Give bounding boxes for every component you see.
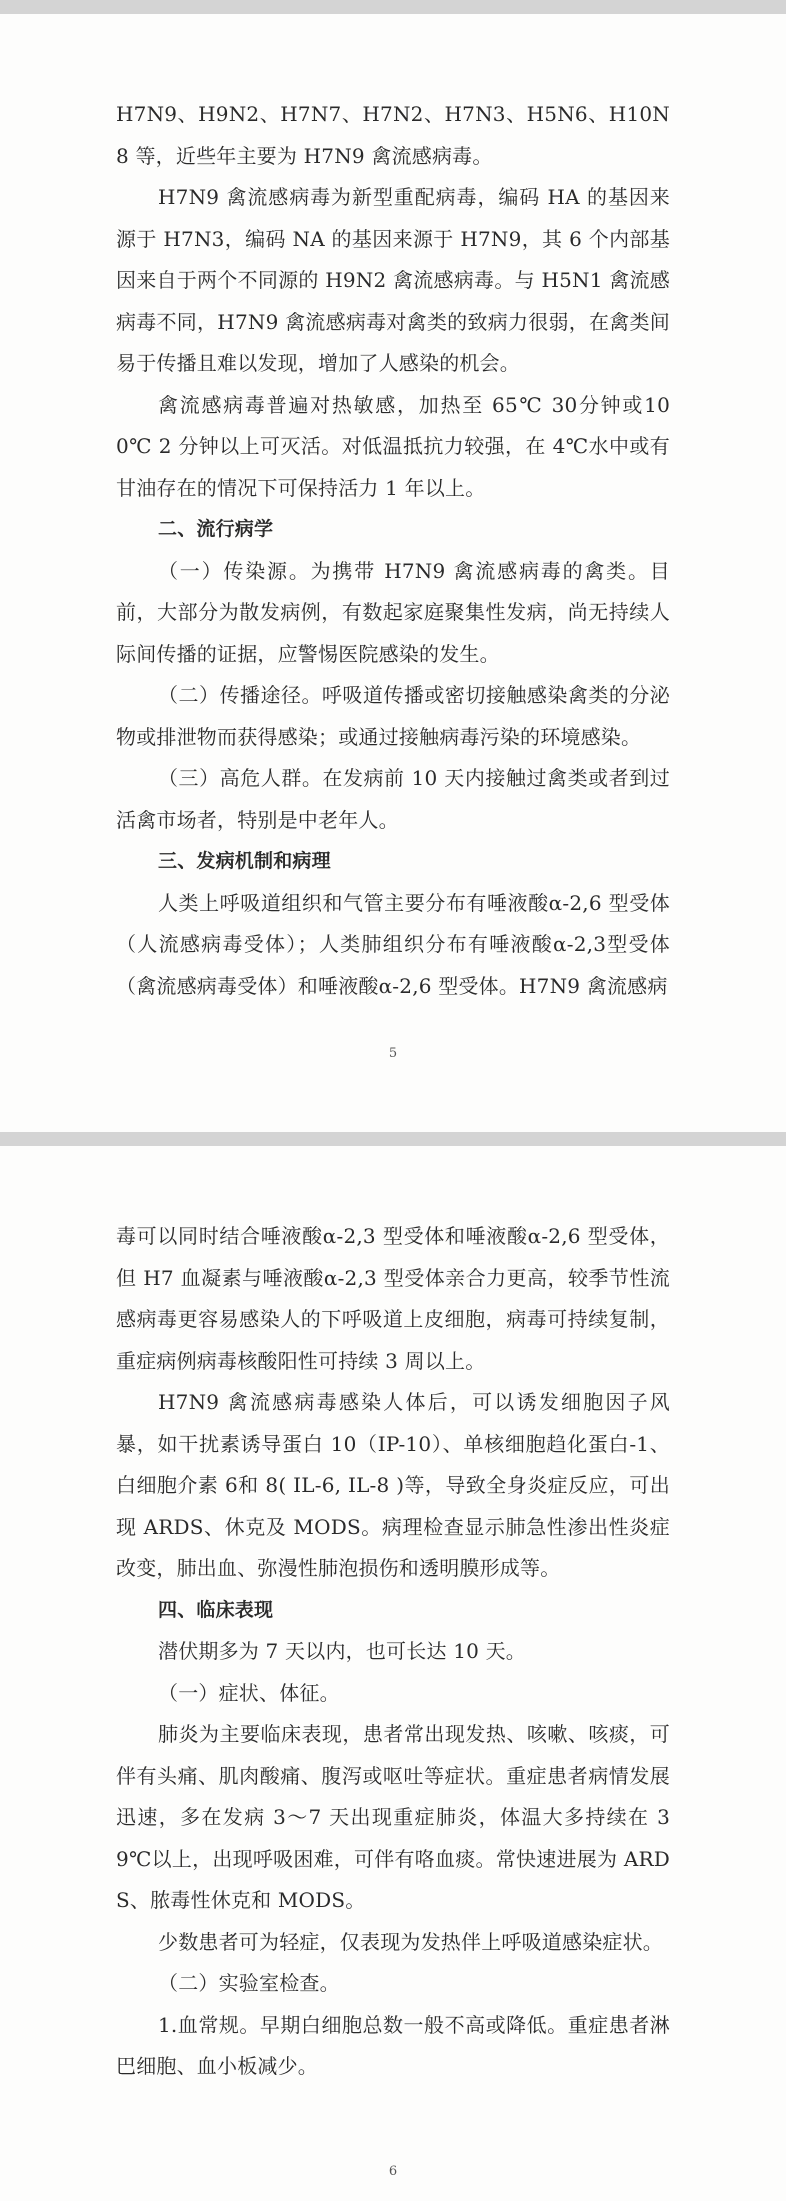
page-number: 5: [388, 1046, 398, 1061]
paragraph: H7N9 禽流感病毒感染人体后，可以诱发细胞因子风暴，如干扰素诱导蛋白 10（IP-10）、单核细胞趋化蛋白-1、白细胞介素 6和 8( IL-6, IL-8 )等，导致全身炎症反应，可出现 ARDS、休克及 MODS。病理检查显示肺急性渗出性炎症改变，肺出血、弥漫性肺泡损伤和透明膜形成等。: [116, 1390, 670, 1580]
paragraph: H7N9、H9N2、H7N7、H7N2、H7N3、H5N6、H10N8 等，近些年主要为 H7N9 禽流感病毒。: [116, 102, 670, 168]
paragraph: 毒可以同时结合唾液酸α-2,3 型受体和唾液酸α-2,6 型受体，但 H7 血凝素与唾液酸α-2,3 型受体亲合力更高，较季节性流感病毒更容易感染人的下呼吸道上皮细胞，病毒可持续复制，重症病例病毒核酸阳性可持续 3 周以上。: [116, 1224, 670, 1373]
section-heading: 二、流行病学: [158, 518, 274, 540]
paragraph: 少数患者可为轻症，仅表现为发热伴上呼吸道感染症状。: [158, 1929, 663, 1954]
paragraph: （一）传染源。为携带 H7N9 禽流感病毒的禽类。目前，大部分为散发病例，有数起家庭聚集性发病，尚无持续人际间传播的证据，应警惕医院感染的发生。: [116, 558, 670, 666]
section-heading: 三、发病机制和病理: [158, 850, 331, 872]
document-page-6: [0, 1146, 786, 2201]
page-content: [116, 1216, 670, 2088]
page-number: 6: [388, 2164, 398, 2179]
paragraph: 肺炎为主要临床表现，患者常出现发热、咳嗽、咳痰，可伴有头痛、肌肉酸痛、腹泻或呕吐等症状。重症患者病情发展迅速，多在发病 3～7 天出现重症肺炎，体温大多持续在 39℃以上，出现呼吸困难，可伴有咯血痰。常快速进展为 ARDS、脓毒性休克和 MODS。: [116, 1722, 670, 1912]
paragraph: 人类上呼吸道组织和气管主要分布有唾液酸α-2,6 型受体（人流感病毒受体）；人类肺组织分布有唾液酸α-2,3型受体（禽流感病毒受体）和唾液酸α-2,6 型受体。H7N9 禽流感病: [116, 890, 670, 998]
paragraph: （三）高危人群。在发病前 10 天内接触过禽类或者到过活禽市场者，特别是中老年人。: [116, 766, 670, 832]
paragraph: （一）症状、体征。: [158, 1680, 340, 1705]
document-page-5: [0, 14, 786, 1132]
paragraph: 1.血常规。早期白细胞总数一般不高或降低。重症患者淋巴细胞、血小板减少。: [116, 2012, 670, 2078]
paragraph: （二）传播途径。呼吸道传播或密切接触感染禽类的分泌物或排泄物而获得感染；或通过接触病毒污染的环境感染。: [116, 683, 670, 749]
page-content: [116, 94, 670, 1007]
paragraph: 禽流感病毒普遍对热敏感，加热至 65℃ 30分钟或100℃ 2 分钟以上可灭活。对低温抵抗力较强，在 4℃水中或有甘油存在的情况下可保持活力 1 年以上。: [116, 392, 670, 500]
paragraph: H7N9 禽流感病毒为新型重配病毒，编码 HA 的基因来源于 H7N3，编码 NA 的基因来源于 H7N9，其 6 个内部基因来自于两个不同源的 H9N2 禽流感病毒。与 H5N1 禽流感病毒不同，H7N9 禽流感病毒对禽类的致病力很弱，在禽类间易于传播且难以发现，增加了人感染的机会。: [116, 185, 670, 375]
paragraph: 潜伏期多为 7 天以内，也可长达 10 天。: [158, 1639, 527, 1663]
section-heading: 四、临床表现: [158, 1598, 274, 1621]
paragraph: （二）实验室检查。: [158, 1971, 340, 1995]
